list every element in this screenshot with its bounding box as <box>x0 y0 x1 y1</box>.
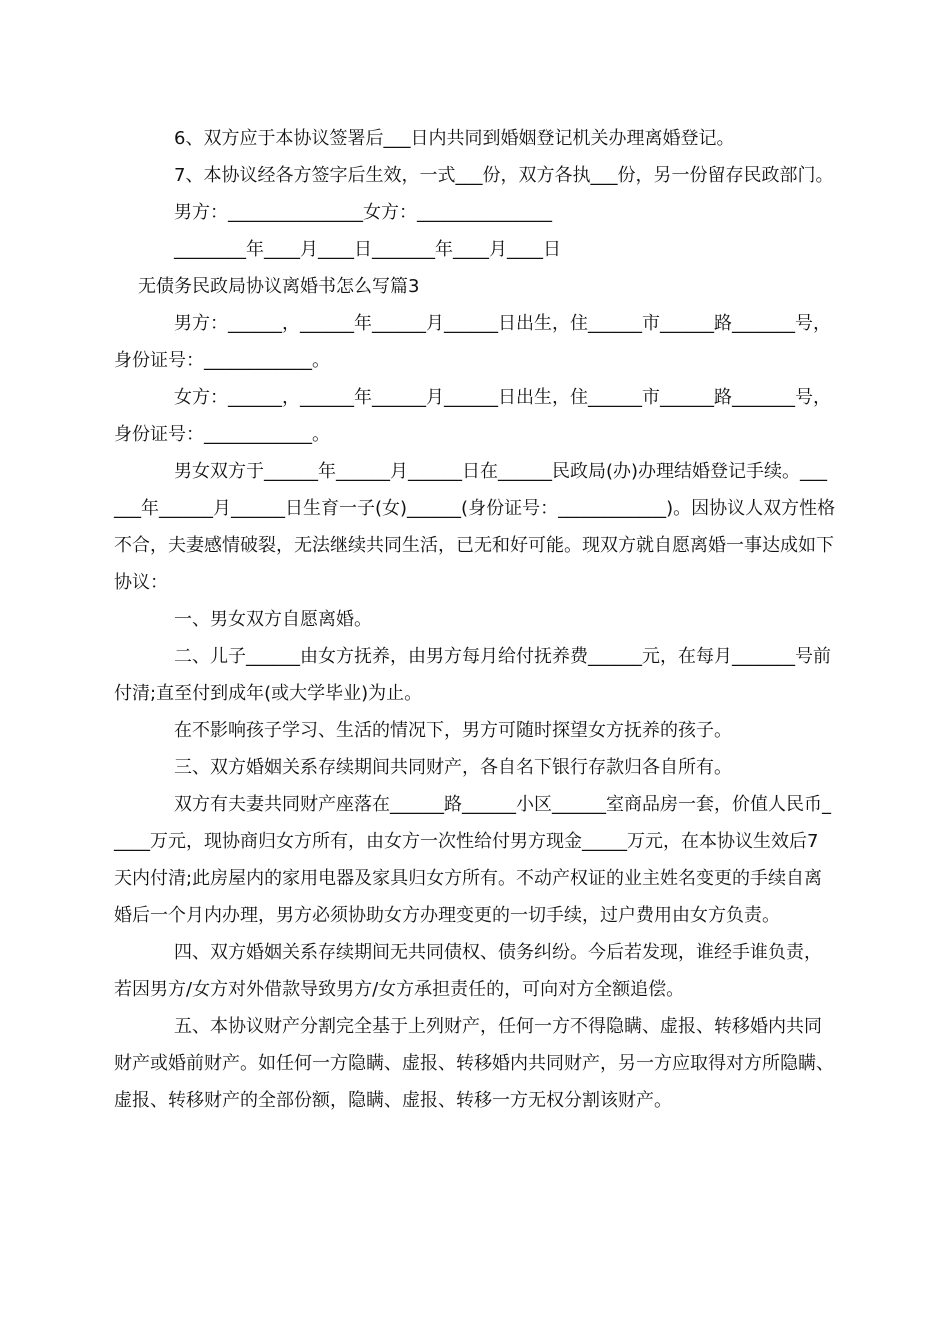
article-2: 二、儿子______由女方抚养，由男方每月给付抚养费______元，在每月_______号前付清;直至付到成年(或大学毕业)为止。 <box>114 646 831 704</box>
husband-info: 男方：______，______年______月______日出生，住______市______路_______号，身份证号：____________。 <box>114 313 831 371</box>
article-4: 四、双方婚姻关系存续期间无共同债权、债务纠纷。今后若发现，谁经手谁负责，若因男方/女方对外借款导致男方/女方承担责任的，可向对方全额追偿。 <box>114 942 822 1000</box>
date-line: ________年____月____日_______年____月____日 <box>174 239 561 260</box>
clause-7: 7、本协议经各方签字后生效，一式___份，双方各执___份，另一份留存民政部门。 <box>174 165 834 186</box>
marriage-registration: 男女双方于______年______月______日在______民政局(办)办理结婚登记手续。______年______月______日生育一子(女)______(身份证号：____________)。因协议人双方性格不合，夫妻感情破裂，无法继续共同生活，已无和好可能。现双方就自愿离婚一事达成如下协议： <box>114 461 836 593</box>
article-3: 三、双方婚姻关系存续期间共同财产，各自名下银行存款归各自所有。 <box>174 757 732 778</box>
property-clause: 双方有夫妻共同财产座落在______路______小区______室商品房一套，价值人民币_____万元，现协商归女方所有，由女方一次性给付男方现金_____万元，在本协议生效后7天内付清;此房屋内的家用电器及家具归女方所有。不动产权证的业主姓名变更的手续自离婚后一个月内办理，男方必须协助女方办理变更的一切手续，过户费用由女方负责。 <box>114 794 831 926</box>
visitation-clause: 在不影响孩子学习、生活的情况下，男方可随时探望女方抚养的孩子。 <box>174 720 732 741</box>
wife-info: 女方：______，______年______月______日出生，住______市______路_______号，身份证号：____________。 <box>114 387 831 445</box>
article-5: 五、本协议财产分割完全基于上列财产，任何一方不得隐瞒、虚报、转移婚内共同财产或婚前财产。如任何一方隐瞒、虚报、转移婚内共同财产，另一方应取得对方所隐瞒、虚报、转移财产的全部份额，隐瞒、虚报、转移一方无权分割该财产。 <box>114 1016 834 1111</box>
section-title: 无债务民政局协议离婚书怎么写篇3 <box>138 276 420 297</box>
clause-6: 6、双方应于本协议签署后___日内共同到婚姻登记机关办理离婚登记。 <box>174 128 735 149</box>
article-1: 一、男女双方自愿离婚。 <box>174 609 372 630</box>
signature-line: 男方：_______________女方：_______________ <box>174 202 552 223</box>
